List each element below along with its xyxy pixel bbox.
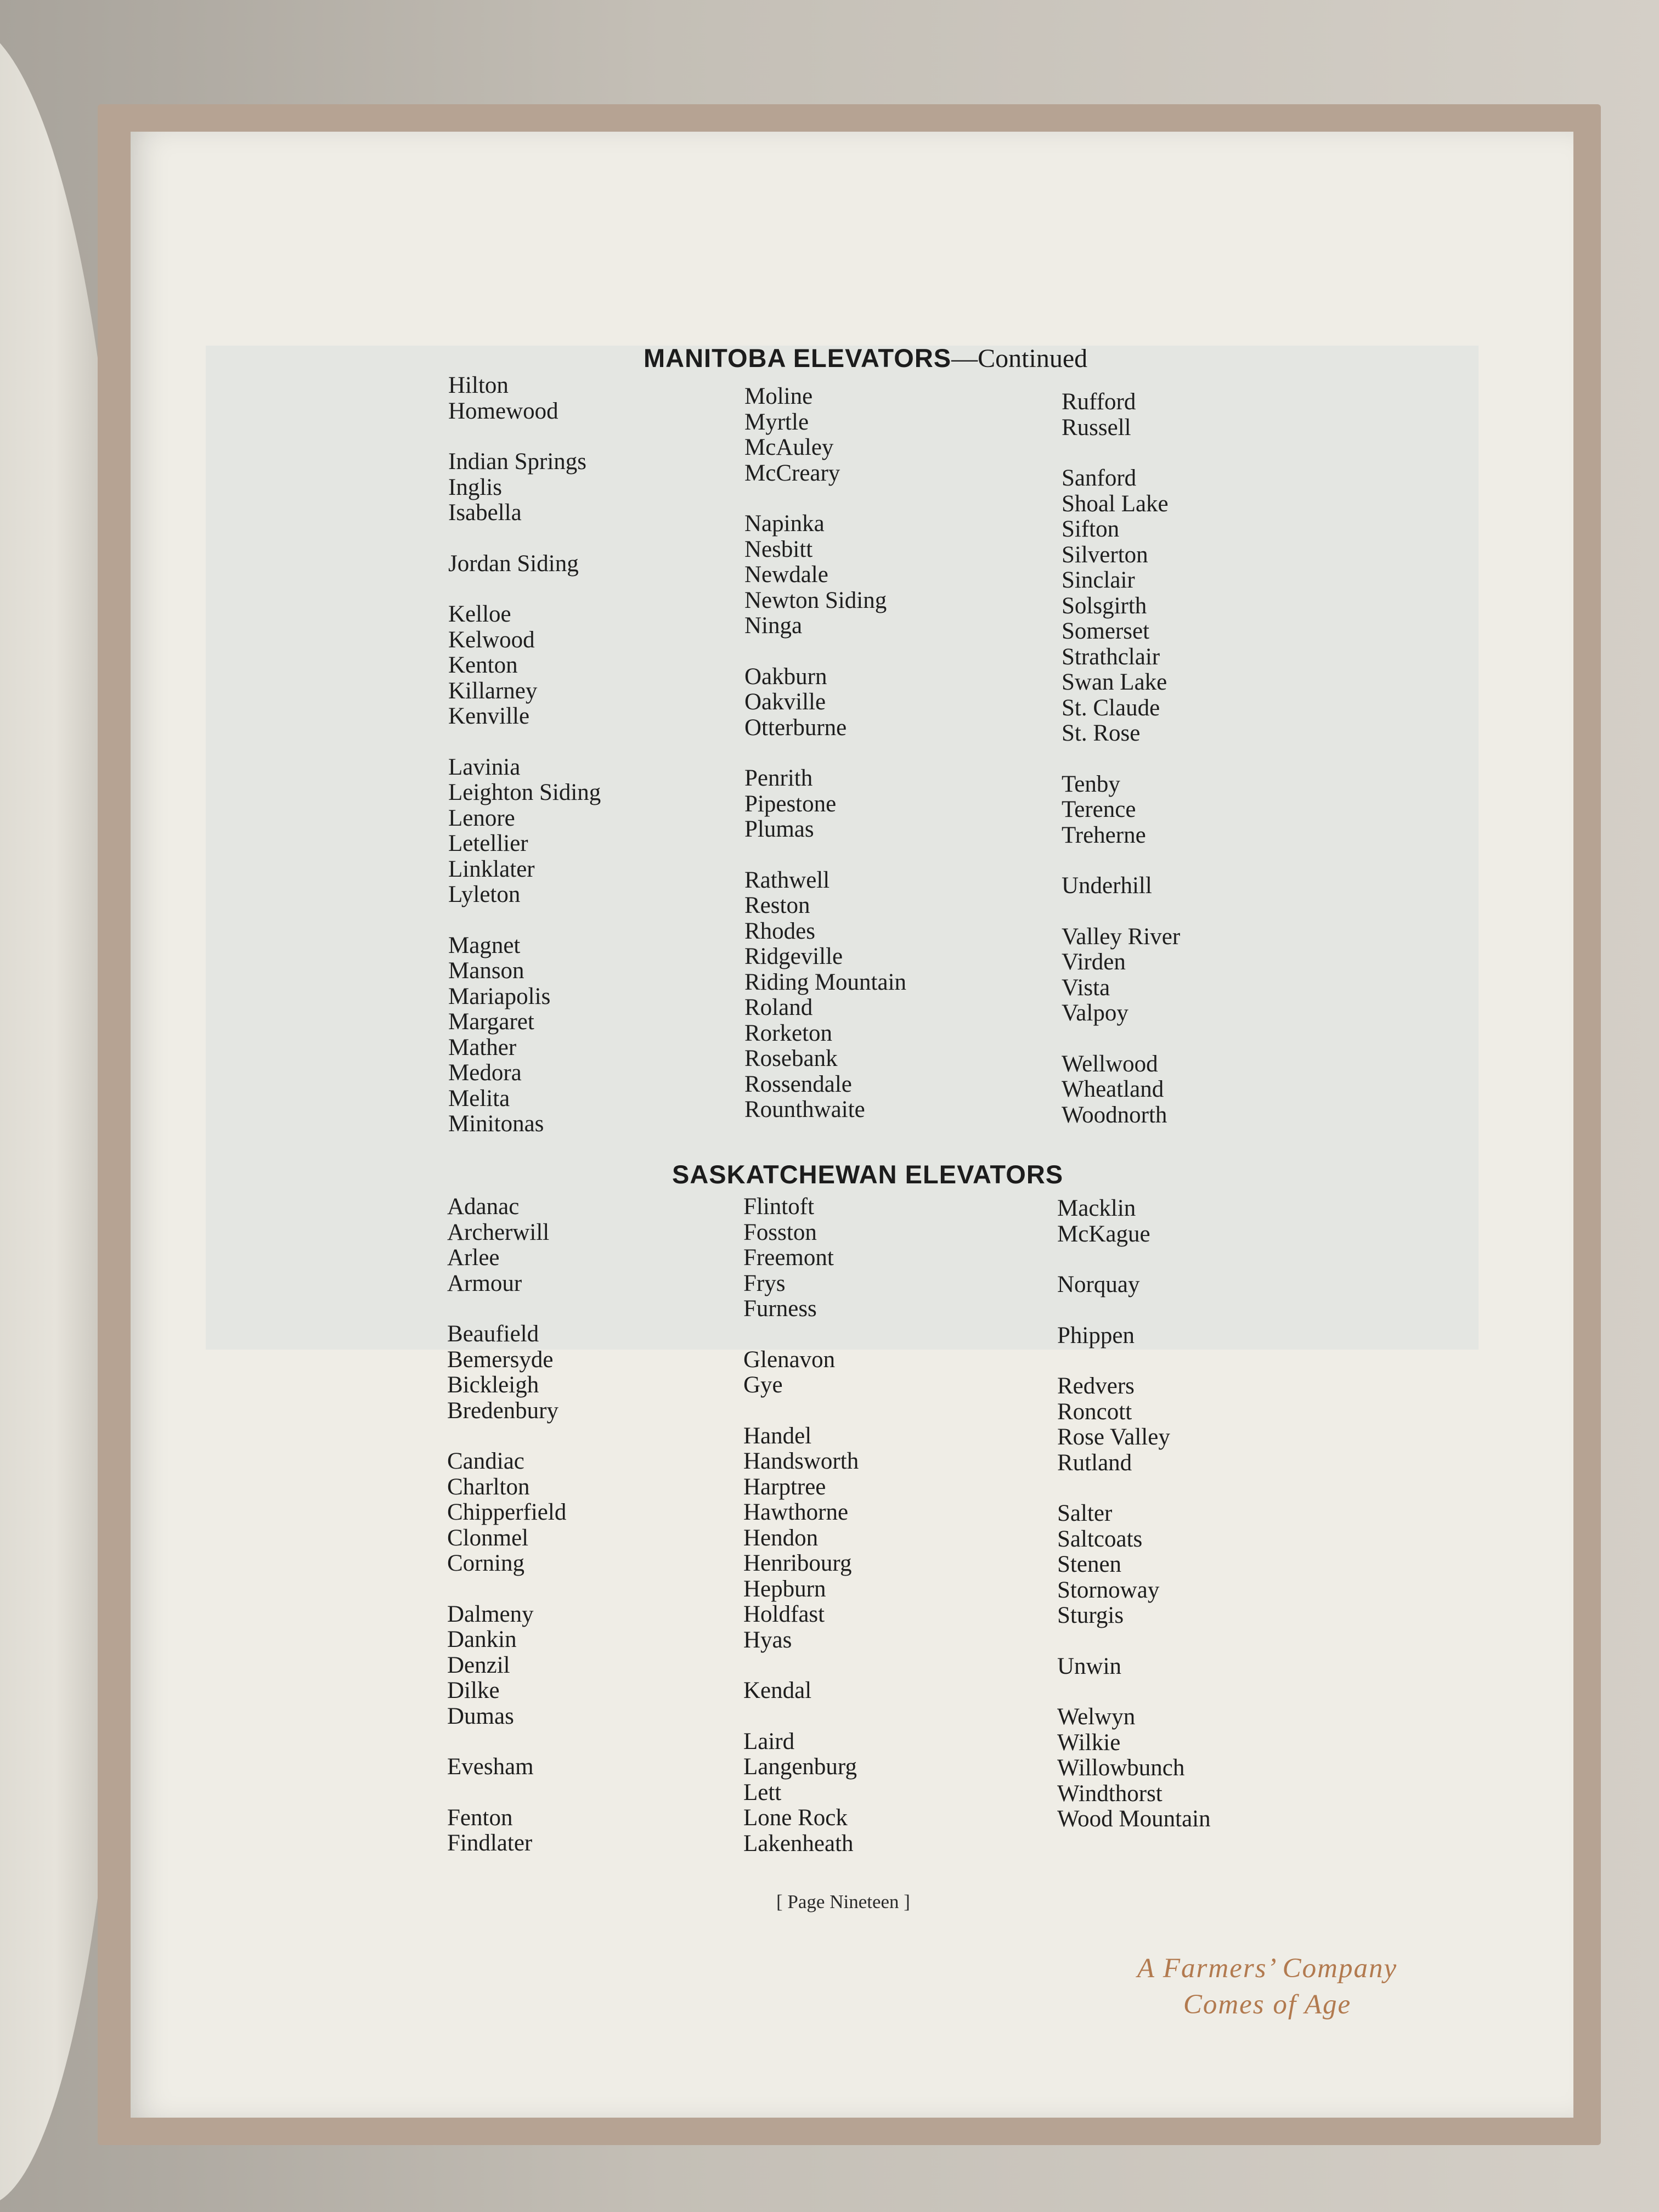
town-name: Lone Rock	[743, 1805, 848, 1831]
town-name: Russell	[1062, 414, 1131, 441]
town-name: Glenavon	[743, 1346, 836, 1373]
saskatchewan-column-1	[447, 1194, 566, 1857]
town-name: Wood Mountain	[1057, 1806, 1211, 1832]
town-name: Sifton	[1062, 516, 1120, 542]
town-name: Wilkie	[1057, 1729, 1121, 1756]
saskatchewan-column-2	[743, 1194, 859, 1857]
town-name: Newton Siding	[744, 587, 887, 613]
town-name: Riding Mountain	[744, 969, 907, 995]
town-name: Hilton	[448, 373, 509, 398]
town-name: Phippen	[1057, 1322, 1135, 1348]
town-name: Frys	[743, 1270, 786, 1296]
town-name: Jordan Siding	[448, 550, 579, 577]
town-name: Corning	[447, 1550, 524, 1576]
town-name: Stornoway	[1057, 1577, 1160, 1603]
manitoba-title: MANITOBA ELEVATORS	[644, 343, 952, 373]
town-name: Armour	[447, 1270, 522, 1296]
town-name: St. Claude	[1062, 695, 1160, 721]
town-name: Macklin	[1057, 1195, 1136, 1221]
town-name: Gye	[743, 1372, 783, 1398]
town-name: Hawthorne	[743, 1499, 849, 1525]
town-name: Kelloe	[448, 601, 511, 627]
town-name: Freemont	[743, 1245, 834, 1271]
town-name: Rufford	[1062, 389, 1136, 415]
town-name: Flintoft	[743, 1194, 815, 1220]
tagline-line-1: A Farmers’ Company	[1137, 1953, 1398, 1984]
town-name: Killarney	[448, 678, 538, 704]
town-name: Valley River	[1062, 923, 1181, 950]
town-name: Leighton Siding	[448, 780, 601, 805]
town-name: Beaufield	[447, 1321, 539, 1347]
town-name: Myrtle	[744, 409, 809, 435]
town-name: Rose Valley	[1057, 1424, 1170, 1450]
town-name: Rutland	[1057, 1449, 1132, 1476]
town-name: Somerset	[1062, 618, 1150, 644]
town-name: Bickleigh	[447, 1372, 539, 1398]
town-name: Adanac	[447, 1194, 520, 1220]
town-name: Bemersyde	[447, 1346, 554, 1373]
town-name: McAuley	[744, 435, 834, 460]
page-number: [ Page Nineteen ]	[776, 1891, 910, 1912]
town-name: Margaret	[448, 1009, 534, 1035]
town-name: Napinka	[744, 511, 825, 537]
manitoba-title-suffix: —Continued	[951, 344, 1088, 373]
town-name: Lett	[743, 1779, 782, 1805]
town-name: Minitonas	[448, 1111, 544, 1137]
town-name: Nesbitt	[744, 536, 813, 562]
town-name: Homewood	[448, 398, 558, 424]
town-name: Hepburn	[743, 1576, 826, 1602]
town-name: Plumas	[744, 816, 814, 842]
town-name: Strathclair	[1062, 644, 1160, 670]
town-name: Arlee	[447, 1245, 500, 1271]
town-name: Stenen	[1057, 1551, 1122, 1577]
manitoba-column-3	[1062, 390, 1180, 1128]
town-name: Magnet	[448, 932, 521, 958]
town-name: Hendon	[743, 1525, 819, 1551]
town-name: Welwyn	[1057, 1704, 1136, 1730]
saskatchewan-heading: SASKATCHEWAN ELEVATORS	[672, 1160, 1064, 1189]
town-name: Dankin	[447, 1627, 517, 1652]
town-name: Linklater	[448, 856, 535, 882]
town-name: Windthorst	[1057, 1780, 1163, 1807]
town-name: Henribourg	[743, 1550, 852, 1576]
town-name: Indian Springs	[448, 449, 587, 475]
town-name: Underhill	[1062, 873, 1152, 899]
town-name: Moline	[744, 383, 813, 409]
town-name: Penrith	[744, 765, 813, 791]
town-name: Treherne	[1062, 822, 1146, 848]
town-name: Inglis	[448, 474, 502, 500]
town-name: Sturgis	[1057, 1602, 1124, 1628]
town-name: Clonmel	[447, 1525, 529, 1551]
manitoba-heading	[644, 343, 1087, 374]
town-name: Pipestone	[744, 791, 837, 817]
tagline-line-2: Comes of Age	[1183, 1989, 1352, 2020]
town-name: Handel	[743, 1423, 812, 1449]
town-name: Furness	[743, 1296, 817, 1322]
town-name: Letellier	[448, 831, 528, 856]
town-name: Wellwood	[1062, 1051, 1158, 1077]
town-name: Otterburne	[744, 714, 847, 741]
town-name: Norquay	[1057, 1272, 1140, 1297]
town-name: Lavinia	[448, 754, 521, 780]
tagline	[1114, 1950, 1421, 2023]
town-name: Oakville	[744, 689, 826, 715]
town-name: Ridgeville	[744, 944, 843, 969]
town-name: Kelwood	[448, 627, 535, 653]
town-name: Candiac	[447, 1448, 524, 1474]
town-name: Kendal	[743, 1678, 812, 1703]
town-name: Dumas	[447, 1703, 514, 1729]
town-name: Chipperfield	[447, 1499, 567, 1525]
town-name: McCreary	[744, 460, 840, 486]
town-name: Reston	[744, 893, 810, 918]
town-name: Woodnorth	[1062, 1102, 1167, 1128]
town-name: Rathwell	[744, 867, 830, 893]
town-name: Salter	[1057, 1500, 1113, 1526]
town-name: Swan Lake	[1062, 669, 1167, 695]
manitoba-column-1	[448, 373, 601, 1137]
town-name: Evesham	[447, 1754, 534, 1780]
town-name: Lyleton	[448, 882, 521, 907]
town-name: Archerwill	[447, 1219, 550, 1245]
town-name: Valpoy	[1062, 1000, 1128, 1026]
town-name: Laird	[743, 1728, 795, 1754]
town-name: Silverton	[1062, 541, 1148, 568]
town-name: Ninga	[744, 613, 803, 639]
town-name: Lenore	[448, 805, 515, 831]
town-name: Tenby	[1062, 771, 1120, 797]
town-name: McKague	[1057, 1221, 1150, 1247]
town-name: Roncott	[1057, 1398, 1132, 1425]
town-name: Rossendale	[744, 1071, 852, 1097]
town-name: Medora	[448, 1060, 522, 1086]
town-name: Handsworth	[743, 1448, 859, 1474]
town-name: Rhodes	[744, 918, 815, 944]
town-name: Holdfast	[743, 1601, 825, 1627]
town-name: Harptree	[743, 1474, 826, 1500]
town-name: Fenton	[447, 1804, 513, 1831]
town-name: Bredenbury	[447, 1397, 558, 1424]
town-name: Oakburn	[744, 663, 827, 690]
town-name: Isabella	[448, 500, 522, 526]
town-name: Rounthwaite	[744, 1097, 865, 1122]
town-name: Roland	[744, 995, 813, 1020]
town-name: Redvers	[1057, 1373, 1135, 1399]
town-name: Unwin	[1057, 1653, 1122, 1679]
town-name: Manson	[448, 958, 524, 984]
town-name: Denzil	[447, 1652, 510, 1678]
town-name: Findlater	[447, 1830, 533, 1856]
town-name: Hyas	[743, 1627, 792, 1653]
town-name: Dilke	[447, 1678, 500, 1703]
town-name: Vista	[1062, 974, 1110, 1001]
town-name: Wheatland	[1062, 1076, 1164, 1102]
town-name: Saltcoats	[1057, 1526, 1143, 1552]
saskatchewan-column-3	[1057, 1196, 1211, 1832]
town-name: Willowbunch	[1057, 1755, 1185, 1781]
town-name: Newdale	[744, 562, 828, 588]
town-name: Rosebank	[744, 1046, 838, 1071]
town-name: Mather	[448, 1034, 517, 1060]
town-name: St. Rose	[1062, 720, 1141, 746]
town-name: Terence	[1062, 797, 1136, 822]
town-name: Shoal Lake	[1062, 490, 1169, 517]
town-name: Dalmeny	[447, 1601, 534, 1627]
town-name: Kenton	[448, 652, 518, 678]
town-name: Sanford	[1062, 465, 1137, 491]
town-name: Virden	[1062, 949, 1126, 975]
town-name: Solsgirth	[1062, 592, 1147, 619]
town-name: Kenville	[448, 703, 530, 729]
town-name: Langenburg	[743, 1754, 857, 1780]
town-name: Fosston	[743, 1219, 817, 1245]
town-name: Melita	[448, 1085, 510, 1111]
town-name: Rorketon	[744, 1020, 833, 1046]
manitoba-column-2	[744, 384, 906, 1123]
town-name: Sinclair	[1062, 567, 1135, 593]
town-name: Charlton	[447, 1474, 530, 1500]
town-name: Mariapolis	[448, 983, 551, 1009]
town-name: Lakenheath	[743, 1830, 854, 1857]
